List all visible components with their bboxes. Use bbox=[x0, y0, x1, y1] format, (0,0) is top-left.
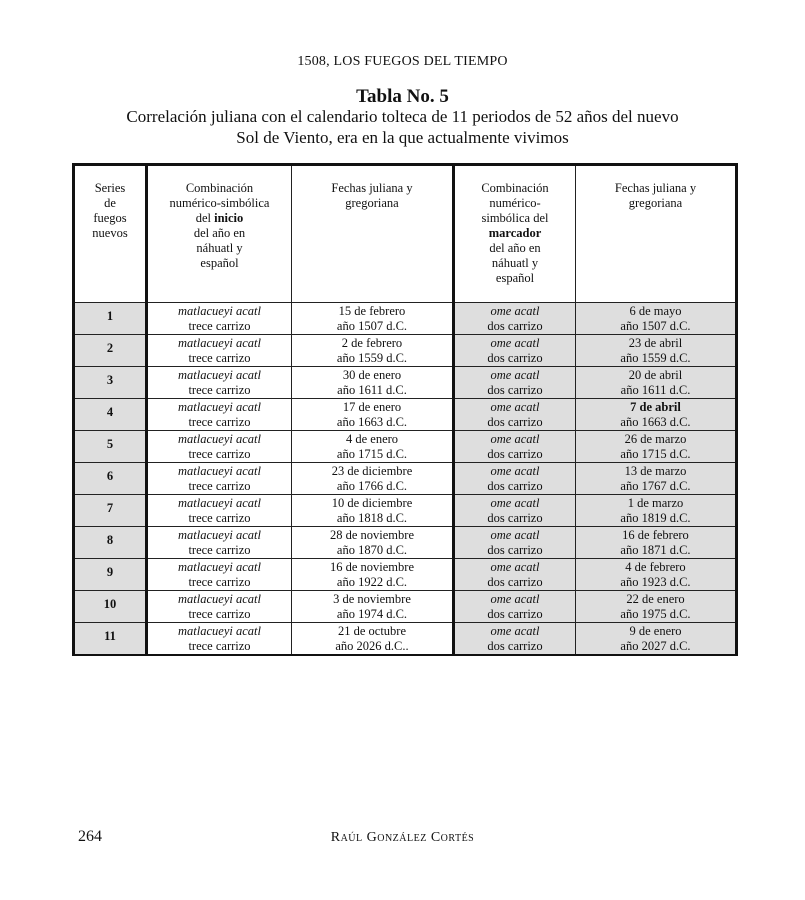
table-row bbox=[74, 399, 737, 431]
start-date: 16 de noviembre año 1922 d.C. bbox=[292, 559, 454, 591]
table-row bbox=[74, 591, 737, 623]
marker-combination: ome acatl dos carrizo bbox=[454, 527, 576, 559]
start-combination: matlacueyi acatl trece carrizo bbox=[147, 303, 292, 335]
table-row bbox=[74, 303, 737, 335]
header-combo-start: Combinación numérico-simbólica del inicio del año en náhuatl y español bbox=[147, 165, 292, 303]
marker-combination: ome acatl dos carrizo bbox=[454, 495, 576, 527]
series-number: 5 bbox=[74, 431, 147, 463]
marker-combination: ome acatl dos carrizo bbox=[454, 463, 576, 495]
series-number: 4 bbox=[74, 399, 147, 431]
start-combination: matlacueyi acatl trece carrizo bbox=[147, 463, 292, 495]
table-row bbox=[74, 431, 737, 463]
table-row bbox=[74, 463, 737, 495]
start-date: 17 de enero año 1663 d.C. bbox=[292, 399, 454, 431]
marker-combination: ome acatl dos carrizo bbox=[454, 591, 576, 623]
table-row bbox=[74, 495, 737, 527]
header-dates-2: Fechas juliana y gregoriana bbox=[576, 165, 737, 303]
start-date: 21 de octubre año 2026 d.C.. bbox=[292, 623, 454, 656]
running-head: 1508, LOS FUEGOS DEL TIEMPO bbox=[297, 54, 508, 69]
marker-date: 13 de marzo año 1767 d.C. bbox=[576, 463, 737, 495]
marker-combination: ome acatl dos carrizo bbox=[454, 399, 576, 431]
start-date: 30 de enero año 1611 d.C. bbox=[292, 367, 454, 399]
marker-date: 23 de abril año 1559 d.C. bbox=[576, 335, 737, 367]
header-series: Series de fuegos nuevos bbox=[74, 165, 147, 303]
table-row bbox=[74, 335, 737, 367]
start-combination: matlacueyi acatl trece carrizo bbox=[147, 591, 292, 623]
marker-date: 6 de mayo año 1507 d.C. bbox=[576, 303, 737, 335]
marker-combination: ome acatl dos carrizo bbox=[454, 335, 576, 367]
table-body bbox=[74, 303, 737, 656]
series-number: 2 bbox=[74, 335, 147, 367]
start-date: 10 de diciembre año 1818 d.C. bbox=[292, 495, 454, 527]
header-row bbox=[74, 165, 737, 303]
header-dates: Fechas juliana y gregoriana bbox=[292, 165, 454, 303]
marker-date: 1 de marzo año 1819 d.C. bbox=[576, 495, 737, 527]
marker-date: 26 de marzo año 1715 d.C. bbox=[576, 431, 737, 463]
table-row bbox=[74, 527, 737, 559]
table-row bbox=[74, 367, 737, 399]
caption-line-1: Correlación juliana con el calendario tolteca de 11 periodos de 52 años del nuevo bbox=[126, 107, 679, 126]
marker-date: 20 de abril año 1611 d.C. bbox=[576, 367, 737, 399]
page-number: 264 bbox=[78, 828, 102, 845]
marker-date: 16 de febrero año 1871 d.C. bbox=[576, 527, 737, 559]
caption-line-2: Sol de Viento, era en la que actualmente vivimos bbox=[236, 128, 569, 147]
series-number: 9 bbox=[74, 559, 147, 591]
series-number: 3 bbox=[74, 367, 147, 399]
start-combination: matlacueyi acatl trece carrizo bbox=[147, 559, 292, 591]
series-number: 10 bbox=[74, 591, 147, 623]
table-title: Tabla No. 5 bbox=[356, 86, 449, 107]
marker-combination: ome acatl dos carrizo bbox=[454, 623, 576, 656]
table-caption bbox=[40, 106, 765, 148]
header-combo-marker: Combinación numérico- simbólica del marcador del año en náhuatl y español bbox=[454, 165, 576, 303]
start-date: 28 de noviembre año 1870 d.C. bbox=[292, 527, 454, 559]
start-date: 23 de diciembre año 1766 d.C. bbox=[292, 463, 454, 495]
start-combination: matlacueyi acatl trece carrizo bbox=[147, 367, 292, 399]
start-combination: matlacueyi acatl trece carrizo bbox=[147, 495, 292, 527]
marker-combination: ome acatl dos carrizo bbox=[454, 303, 576, 335]
marker-date: 4 de febrero año 1923 d.C. bbox=[576, 559, 737, 591]
table-row bbox=[74, 559, 737, 591]
marker-combination: ome acatl dos carrizo bbox=[454, 367, 576, 399]
marker-date: 22 de enero año 1975 d.C. bbox=[576, 591, 737, 623]
series-number: 1 bbox=[74, 303, 147, 335]
correlation-table bbox=[72, 163, 738, 656]
marker-date: 9 de enero año 2027 d.C. bbox=[576, 623, 737, 656]
start-combination: matlacueyi acatl trece carrizo bbox=[147, 431, 292, 463]
series-number: 8 bbox=[74, 527, 147, 559]
start-combination: matlacueyi acatl trece carrizo bbox=[147, 623, 292, 656]
start-date: 15 de febrero año 1507 d.C. bbox=[292, 303, 454, 335]
start-date: 2 de febrero año 1559 d.C. bbox=[292, 335, 454, 367]
marker-date: 7 de abril año 1663 d.C. bbox=[576, 399, 737, 431]
series-number: 6 bbox=[74, 463, 147, 495]
marker-combination: ome acatl dos carrizo bbox=[454, 559, 576, 591]
start-date: 4 de enero año 1715 d.C. bbox=[292, 431, 454, 463]
start-combination: matlacueyi acatl trece carrizo bbox=[147, 527, 292, 559]
start-combination: matlacueyi acatl trece carrizo bbox=[147, 335, 292, 367]
start-date: 3 de noviembre año 1974 d.C. bbox=[292, 591, 454, 623]
series-number: 11 bbox=[74, 623, 147, 656]
start-combination: matlacueyi acatl trece carrizo bbox=[147, 399, 292, 431]
marker-combination: ome acatl dos carrizo bbox=[454, 431, 576, 463]
table-row bbox=[74, 623, 737, 656]
author-name: Raúl González Cortés bbox=[330, 830, 475, 845]
series-number: 7 bbox=[74, 495, 147, 527]
